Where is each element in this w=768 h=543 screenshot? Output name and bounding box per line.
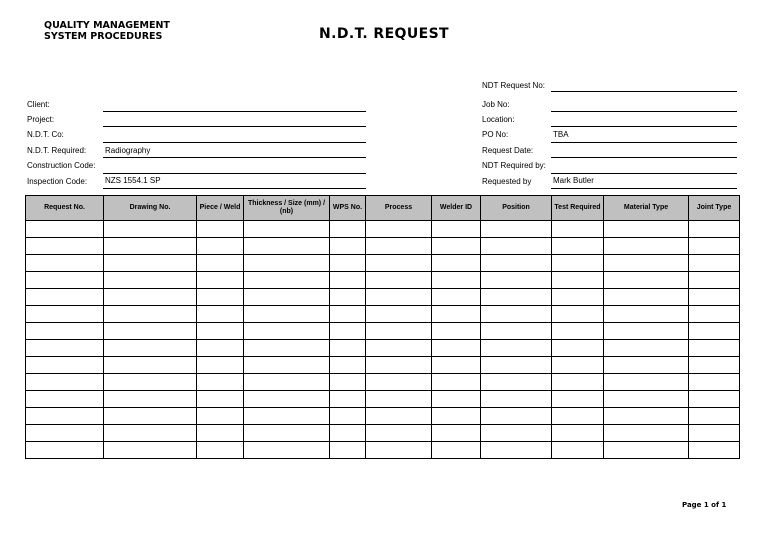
table-cell[interactable] <box>481 374 552 391</box>
ndt-required-by-underline <box>551 173 737 174</box>
table-cell[interactable] <box>432 289 481 306</box>
table-cell[interactable] <box>330 374 366 391</box>
table-row <box>26 323 740 340</box>
table-cell[interactable] <box>552 425 604 442</box>
table-cell[interactable] <box>104 255 197 272</box>
table-cell[interactable] <box>26 289 104 306</box>
table-cell[interactable] <box>366 442 432 459</box>
table-cell[interactable] <box>366 272 432 289</box>
table-cell[interactable] <box>366 374 432 391</box>
requested-by-label: Requested by <box>482 177 532 186</box>
table-cell[interactable] <box>481 306 552 323</box>
table-cell[interactable] <box>552 289 604 306</box>
table-cell[interactable] <box>432 425 481 442</box>
table-cell[interactable] <box>104 238 197 255</box>
table-cell[interactable] <box>481 408 552 425</box>
inspection-code-label: Inspection Code: <box>27 177 88 186</box>
table-cell[interactable] <box>197 391 244 408</box>
table-cell[interactable] <box>432 391 481 408</box>
table-cell[interactable] <box>26 391 104 408</box>
table-cell[interactable] <box>197 289 244 306</box>
table-cell[interactable] <box>552 408 604 425</box>
table-cell[interactable] <box>604 408 689 425</box>
table-cell[interactable] <box>26 374 104 391</box>
table-row <box>26 221 740 238</box>
table-cell[interactable] <box>481 221 552 238</box>
table-cell[interactable] <box>330 391 366 408</box>
table-cell[interactable] <box>366 221 432 238</box>
table-cell[interactable] <box>432 374 481 391</box>
table-cell[interactable] <box>366 357 432 374</box>
table-cell[interactable] <box>552 221 604 238</box>
table-cell[interactable] <box>104 221 197 238</box>
table-cell[interactable] <box>197 408 244 425</box>
table-cell[interactable] <box>689 442 740 459</box>
table-cell[interactable] <box>330 272 366 289</box>
table-cell[interactable] <box>244 255 330 272</box>
request-date-underline <box>551 157 737 158</box>
table-cell[interactable] <box>689 306 740 323</box>
ndt-co-underline <box>103 142 366 143</box>
table-cell[interactable] <box>197 425 244 442</box>
table-cell[interactable] <box>432 442 481 459</box>
table-cell[interactable] <box>244 408 330 425</box>
table-cell[interactable] <box>481 289 552 306</box>
table-cell[interactable] <box>366 340 432 357</box>
table-cell[interactable] <box>26 221 104 238</box>
table-cell[interactable] <box>197 272 244 289</box>
requested-by-value[interactable]: Mark Butler <box>553 176 594 185</box>
table-row <box>26 408 740 425</box>
inspection-code-underline <box>103 188 366 189</box>
table-cell[interactable] <box>330 289 366 306</box>
table-cell[interactable] <box>604 340 689 357</box>
table-cell[interactable] <box>244 391 330 408</box>
table-cell[interactable] <box>552 255 604 272</box>
table-cell[interactable] <box>26 323 104 340</box>
table-cell[interactable] <box>330 442 366 459</box>
table-row <box>26 255 740 272</box>
table-cell[interactable] <box>689 391 740 408</box>
table-cell[interactable] <box>366 255 432 272</box>
col-piece-weld: Piece / Weld <box>197 196 244 221</box>
ndt-required-value[interactable]: Radiography <box>105 146 151 155</box>
table-cell[interactable] <box>689 340 740 357</box>
table-cell[interactable] <box>244 289 330 306</box>
col-joint-type: Joint Type <box>689 196 740 221</box>
ndt-required-by-label: NDT Required by: <box>482 161 546 170</box>
col-drawing-no: Drawing No. <box>104 196 197 221</box>
table-cell[interactable] <box>26 357 104 374</box>
table-cell[interactable] <box>197 340 244 357</box>
table-cell[interactable] <box>552 323 604 340</box>
table-cell[interactable] <box>481 357 552 374</box>
table-header-row <box>26 196 740 221</box>
table-cell[interactable] <box>689 221 740 238</box>
table-cell[interactable] <box>197 442 244 459</box>
location-label: Location: <box>482 115 515 124</box>
table-cell[interactable] <box>481 442 552 459</box>
table-cell[interactable] <box>432 238 481 255</box>
table-cell[interactable] <box>104 408 197 425</box>
project-label: Project: <box>27 115 55 124</box>
table-cell[interactable] <box>104 272 197 289</box>
col-wps-no: WPS No. <box>330 196 366 221</box>
table-cell[interactable] <box>432 323 481 340</box>
table-row <box>26 374 740 391</box>
construction-code-underline <box>103 173 366 174</box>
ndt-required-label: N.D.T. Required: <box>27 146 87 155</box>
table-row <box>26 306 740 323</box>
table-cell[interactable] <box>330 408 366 425</box>
table-body <box>26 221 740 459</box>
table-row <box>26 391 740 408</box>
table-cell[interactable] <box>26 238 104 255</box>
table-cell[interactable] <box>689 357 740 374</box>
table-cell[interactable] <box>366 408 432 425</box>
table-cell[interactable] <box>604 391 689 408</box>
client-underline <box>103 111 366 112</box>
table-cell[interactable] <box>604 357 689 374</box>
table-cell[interactable] <box>552 340 604 357</box>
table-cell[interactable] <box>604 306 689 323</box>
location-underline <box>551 126 737 127</box>
table-cell[interactable] <box>26 255 104 272</box>
table-cell[interactable] <box>481 391 552 408</box>
org-line-1: QUALITY MANAGEMENT <box>44 20 170 31</box>
table-cell[interactable] <box>330 340 366 357</box>
table-cell[interactable] <box>481 425 552 442</box>
table-cell[interactable] <box>104 374 197 391</box>
table-cell[interactable] <box>689 289 740 306</box>
page-title: N.D.T. REQUEST <box>319 26 450 42</box>
table-cell[interactable] <box>552 374 604 391</box>
table-cell[interactable] <box>330 425 366 442</box>
table-cell[interactable] <box>604 323 689 340</box>
table-cell[interactable] <box>197 221 244 238</box>
table-cell[interactable] <box>104 340 197 357</box>
table-cell[interactable] <box>689 425 740 442</box>
job-no-label: Job No: <box>482 100 510 109</box>
table-cell[interactable] <box>366 306 432 323</box>
table-cell[interactable] <box>366 238 432 255</box>
table-cell[interactable] <box>689 374 740 391</box>
table-cell[interactable] <box>26 408 104 425</box>
table-cell[interactable] <box>432 255 481 272</box>
table-cell[interactable] <box>604 289 689 306</box>
table-cell[interactable] <box>197 323 244 340</box>
po-no-label: PO No: <box>482 130 509 139</box>
col-thickness-size: Thickness / Size (mm) / (nb) <box>244 196 330 221</box>
table-cell[interactable] <box>432 408 481 425</box>
ndt-required-underline <box>103 157 366 158</box>
table-cell[interactable] <box>244 221 330 238</box>
table-cell[interactable] <box>104 391 197 408</box>
table-cell[interactable] <box>366 425 432 442</box>
table-row <box>26 272 740 289</box>
table-cell[interactable] <box>26 306 104 323</box>
table-cell[interactable] <box>104 442 197 459</box>
org-name <box>44 20 170 42</box>
table-cell[interactable] <box>604 425 689 442</box>
col-request-no: Request No. <box>26 196 104 221</box>
table-cell[interactable] <box>104 289 197 306</box>
table-cell[interactable] <box>244 374 330 391</box>
table-cell[interactable] <box>604 238 689 255</box>
table-cell[interactable] <box>481 323 552 340</box>
col-material-type: Material Type <box>604 196 689 221</box>
request-table <box>25 195 740 459</box>
table-cell[interactable] <box>197 357 244 374</box>
table-cell[interactable] <box>432 306 481 323</box>
table-cell[interactable] <box>552 238 604 255</box>
table-cell[interactable] <box>104 357 197 374</box>
client-label: Client: <box>27 100 50 109</box>
col-welder-id: Welder ID <box>432 196 481 221</box>
inspection-code-value[interactable]: NZS 1554.1 SP <box>105 176 161 185</box>
table-cell[interactable] <box>604 272 689 289</box>
table-cell[interactable] <box>244 442 330 459</box>
table-cell[interactable] <box>552 306 604 323</box>
table-cell[interactable] <box>552 391 604 408</box>
table-cell[interactable] <box>604 255 689 272</box>
project-underline <box>103 126 366 127</box>
table-cell[interactable] <box>552 357 604 374</box>
table-cell[interactable] <box>604 221 689 238</box>
table-cell[interactable] <box>689 323 740 340</box>
table-cell[interactable] <box>104 306 197 323</box>
col-position: Position <box>481 196 552 221</box>
construction-code-label: Construction Code: <box>27 161 96 170</box>
table-cell[interactable] <box>604 442 689 459</box>
table-cell[interactable] <box>432 340 481 357</box>
table-cell[interactable] <box>604 374 689 391</box>
ndt-request-no-label: NDT Request No: <box>482 81 545 90</box>
table-cell[interactable] <box>26 425 104 442</box>
table-cell[interactable] <box>26 442 104 459</box>
table-row <box>26 442 740 459</box>
table-cell[interactable] <box>104 425 197 442</box>
table-cell[interactable] <box>197 255 244 272</box>
col-test-required: Test Required <box>552 196 604 221</box>
ndt-request-no-underline <box>551 91 737 92</box>
table-cell[interactable] <box>432 221 481 238</box>
table-cell[interactable] <box>244 425 330 442</box>
table-cell[interactable] <box>366 289 432 306</box>
table-cell[interactable] <box>481 272 552 289</box>
job-no-underline <box>551 111 737 112</box>
po-no-value[interactable]: TBA <box>553 130 569 139</box>
table-row <box>26 238 740 255</box>
table-cell[interactable] <box>330 255 366 272</box>
table-cell[interactable] <box>244 323 330 340</box>
table-cell[interactable] <box>432 357 481 374</box>
table-cell[interactable] <box>366 323 432 340</box>
table-cell[interactable] <box>432 272 481 289</box>
table-cell[interactable] <box>689 408 740 425</box>
table-cell[interactable] <box>330 323 366 340</box>
table-row <box>26 425 740 442</box>
table-row <box>26 340 740 357</box>
col-process: Process <box>366 196 432 221</box>
table-cell[interactable] <box>26 272 104 289</box>
table-row <box>26 289 740 306</box>
table-cell[interactable] <box>197 238 244 255</box>
table-cell[interactable] <box>197 374 244 391</box>
table-cell[interactable] <box>366 391 432 408</box>
ndt-co-label: N.D.T. Co: <box>27 130 64 139</box>
table-cell[interactable] <box>481 255 552 272</box>
table-cell[interactable] <box>689 272 740 289</box>
table-cell[interactable] <box>26 340 104 357</box>
org-line-2: SYSTEM PROCEDURES <box>44 31 163 42</box>
table-cell[interactable] <box>244 272 330 289</box>
table-cell[interactable] <box>330 238 366 255</box>
table-cell[interactable] <box>552 442 604 459</box>
table-cell[interactable] <box>197 306 244 323</box>
table-row <box>26 357 740 374</box>
table-cell[interactable] <box>244 340 330 357</box>
table-cell[interactable] <box>330 357 366 374</box>
request-date-label: Request Date: <box>482 146 534 155</box>
table-cell[interactable] <box>244 306 330 323</box>
table-cell[interactable] <box>481 340 552 357</box>
table-cell[interactable] <box>104 323 197 340</box>
table-cell[interactable] <box>244 238 330 255</box>
table-cell[interactable] <box>689 255 740 272</box>
table-cell[interactable] <box>689 238 740 255</box>
table-cell[interactable] <box>481 238 552 255</box>
table-cell[interactable] <box>244 357 330 374</box>
po-no-underline <box>551 142 737 143</box>
table-cell[interactable] <box>330 221 366 238</box>
page-number: Page 1 of 1 <box>682 501 727 509</box>
requested-by-underline <box>551 188 737 189</box>
table-cell[interactable] <box>330 306 366 323</box>
table-cell[interactable] <box>552 272 604 289</box>
